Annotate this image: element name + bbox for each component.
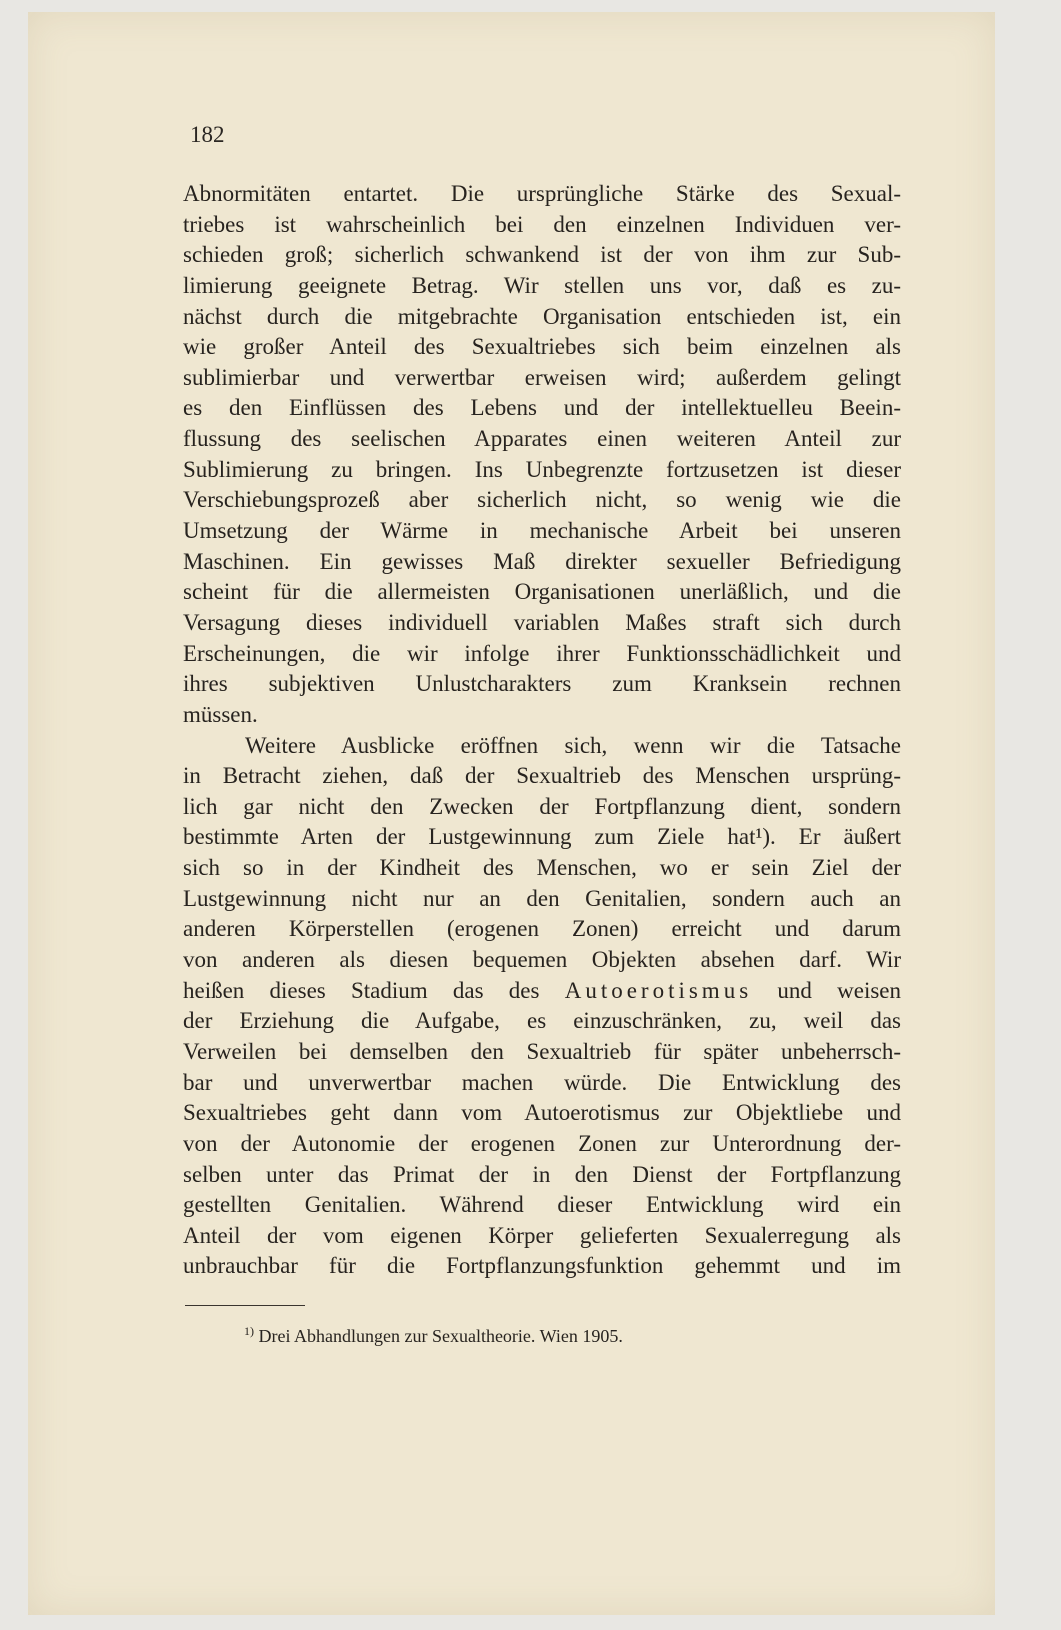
- text-line: Sublimierung zu bringen. Ins Unbegrenzte fortzusetzen ist dieser: [183, 456, 901, 482]
- text-line: Umsetzung der Wärme in mechanische Arbeit bei unseren: [183, 518, 901, 544]
- text-line: in Betracht ziehen, daß der Sexualtrieb des Menschen ursprüng-: [183, 763, 901, 789]
- text-line: Verschiebungsprozeß aber sicherlich nicht, so wenig wie die: [183, 487, 901, 513]
- text-line: limierung geeignete Betrag. Wir stellen uns vor, daß es zu-: [183, 272, 901, 298]
- text-line: nächst durch die mitgebrachte Organisation entschieden ist, ein: [183, 303, 901, 329]
- footnote-rule: [185, 1305, 305, 1306]
- text-line: bestimmte Arten der Lustgewinnung zum Ziele hat¹). Er äußert: [183, 824, 901, 850]
- text-line: von der Autonomie der erogenen Zonen zur Unterordnung der-: [183, 1130, 901, 1156]
- text-line: der Erziehung die Aufgabe, es einzuschränken, zu, weil das: [183, 1008, 901, 1034]
- paragraph-2-continued: [183, 1006, 901, 1282]
- text-line: ihres subjektiven Unlustcharakters zum Kranksein rechnen: [183, 671, 901, 697]
- footnote: [244, 1324, 623, 1347]
- text-line: müssen.: [183, 701, 258, 727]
- text-line: gestellten Genitalien. Während dieser Entwicklung wird ein: [183, 1192, 901, 1218]
- footnote-text: Drei Abhandlungen zur Sexualtheorie. Wien 1905.: [258, 1326, 623, 1346]
- text-line: es den Einflüssen des Lebens und der intellektuelleu Beein-: [183, 395, 901, 421]
- text-line: sich so in der Kindheit des Menschen, wo er sein Ziel der: [183, 855, 901, 881]
- text-line: schieden groß; sicherlich schwankend ist der von ihm zur Sub-: [183, 242, 901, 268]
- text-line: Verweilen bei demselben den Sexualtrieb für später unbeherrsch-: [183, 1038, 901, 1064]
- text-line: triebes ist wahrscheinlich bei den einzelnen Individuen ver-: [183, 211, 901, 237]
- line-segment: und weisen: [777, 977, 902, 1003]
- text-line: bar und unverwertbar machen würde. Die Entwicklung des: [183, 1069, 901, 1095]
- emphasized-term: Autoerotismus: [564, 977, 753, 1003]
- text-line: lich gar nicht den Zwecken der Fortpflanzung dient, sondern: [183, 793, 901, 819]
- text-line: von anderen als diesen bequemen Objekten absehen darf. Wir: [183, 947, 901, 973]
- text-line: Lustgewinnung nicht nur an den Genitalien, sondern auch an: [183, 885, 901, 911]
- text-line: Anteil der vom eigenen Körper gelieferten Sexualerregung als: [183, 1222, 901, 1248]
- text-line: flussung des seelischen Apparates einen weiteren Anteil zur: [183, 426, 901, 452]
- paragraph-1: [183, 179, 901, 731]
- text-line: sublimierbar und verwertbar erweisen wird; außerdem gelingt: [183, 364, 901, 390]
- book-page: [28, 12, 995, 1615]
- text-line: anderen Körperstellen (erogenen Zonen) erreicht und darum: [183, 916, 901, 942]
- text-line: wie großer Anteil des Sexualtriebes sich beim einzelnen als: [183, 334, 901, 360]
- text-line: selben unter das Primat der in den Dienst der Fortpflanzung: [183, 1161, 901, 1187]
- text-line: Sexualtriebes geht dann vom Autoerotismus zur Objektliebe und: [183, 1100, 901, 1126]
- text-line: [183, 976, 901, 1007]
- footnote-marker: 1): [244, 1324, 254, 1338]
- text-line: Weitere Ausblicke eröffnen sich, wenn wir die Tatsache: [245, 732, 901, 758]
- text-line: Versagung dieses individuell variablen Maßes straft sich durch: [183, 609, 901, 635]
- text-line: Maschinen. Ein gewisses Maß direkter sexueller Befriedigung: [183, 548, 901, 574]
- text-line: Erscheinungen, die wir infolge ihrer Funktionsschädlichkeit und: [183, 640, 901, 666]
- line-segment: heißen dieses Stadium das des: [183, 977, 540, 1003]
- paragraph-2: [183, 731, 901, 976]
- text-line: scheint für die allermeisten Organisationen unerläßlich, und die: [183, 579, 901, 605]
- text-line: Abnormitäten entartet. Die ursprüngliche Stärke des Sexual-: [183, 181, 901, 206]
- page-number: 182: [190, 122, 225, 147]
- body-text: [183, 179, 901, 1282]
- text-line: unbrauchbar für die Fortpflanzungsfunktion gehemmt und im: [183, 1253, 901, 1279]
